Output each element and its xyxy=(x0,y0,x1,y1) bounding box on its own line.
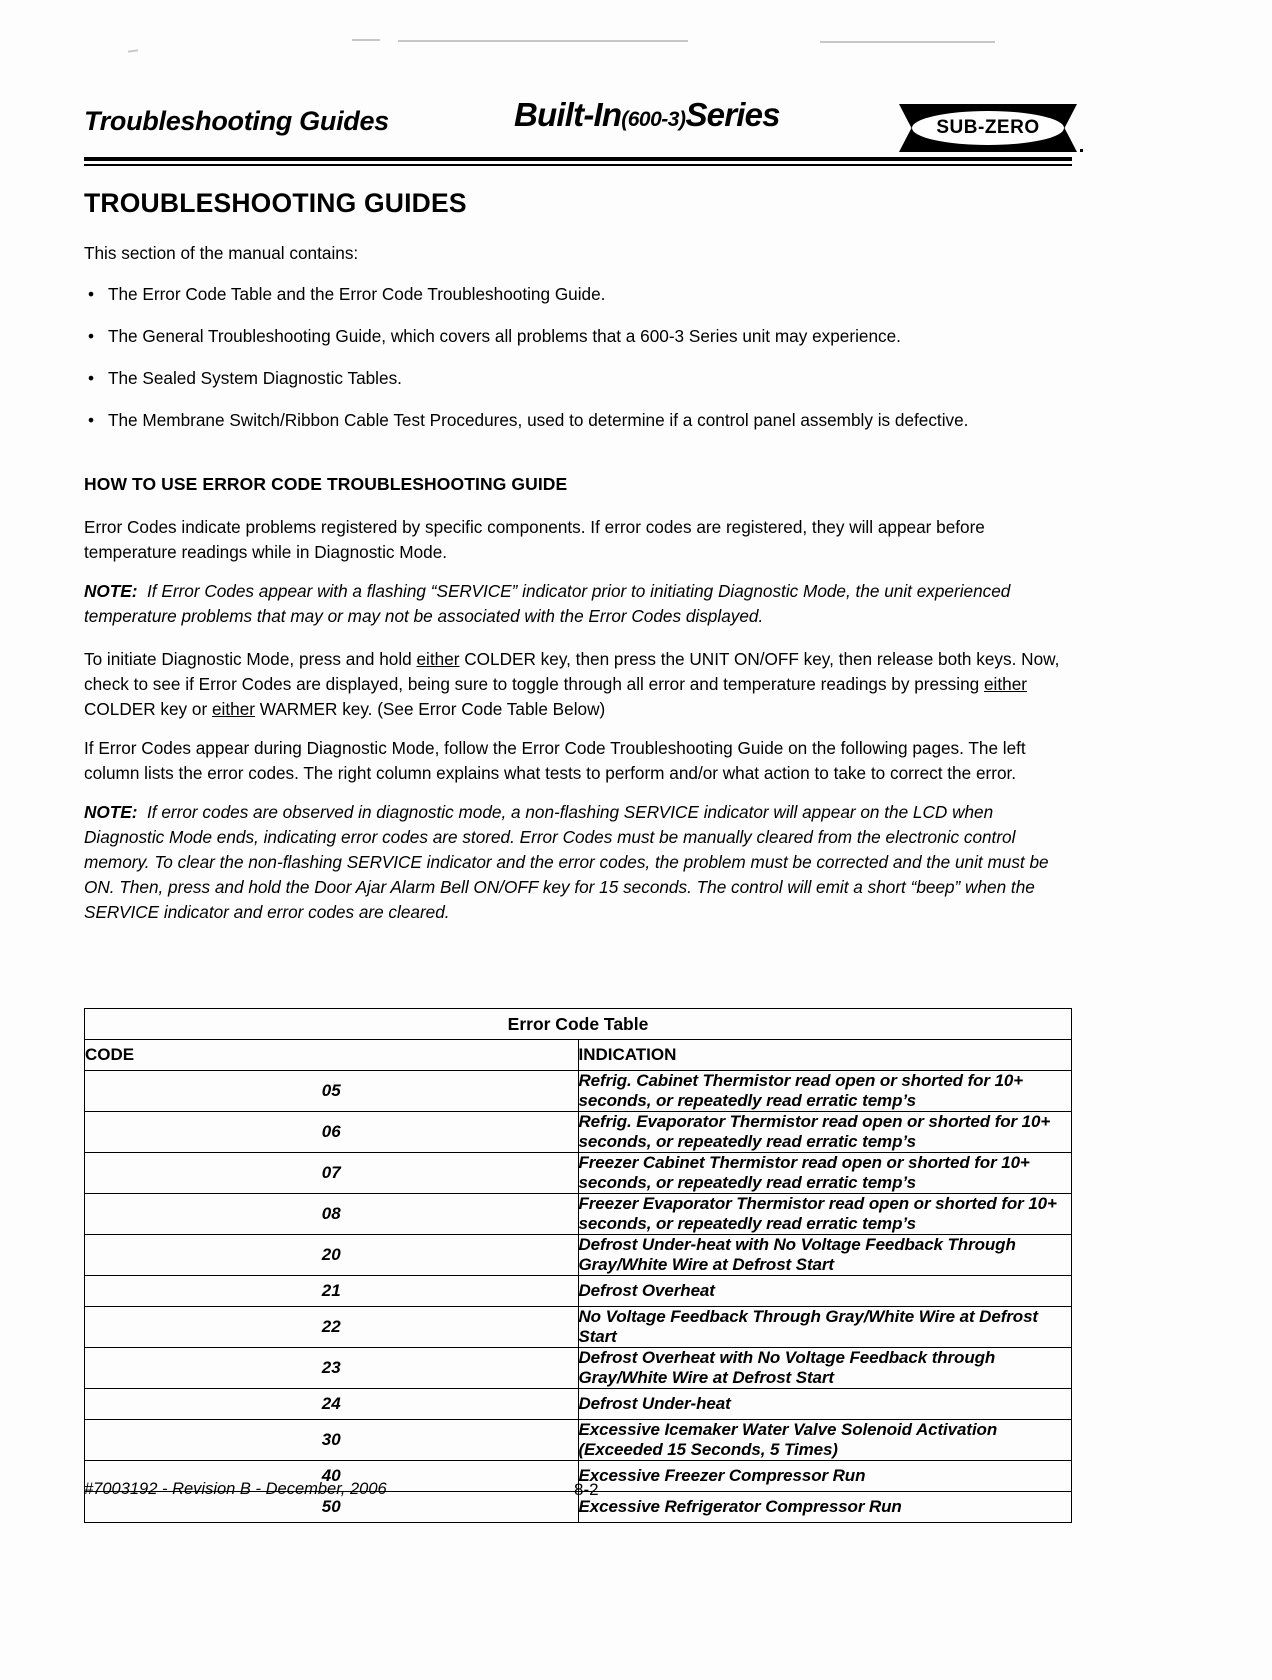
note-2-text: If error codes are observed in diagnostic mode, a non-flashing SERVICE indicator will appear on the LCD when Diagnostic Mode ends, indicating error codes are stored. Error Codes must be manually cleared from the electronic control memory. To clear the non-flashing SERVICE indicator and the error codes, the problem must be corrected and the unit must be ON. Then, press and hold the Door Ajar Alarm Bell ON/OFF key for 15 seconds. The control will emit a short “beep” when the SERVICE indicator and error codes are cleared. xyxy=(84,802,1049,922)
footer-document-id: #7003192 - Revision B - December, 2006 xyxy=(84,1480,387,1498)
table-row xyxy=(85,1348,1072,1389)
header-built-in: Built-In xyxy=(514,96,622,133)
header-rule-thick xyxy=(84,157,1072,161)
cell-code: 24 xyxy=(85,1389,579,1420)
header-left-title: Troubleshooting Guides xyxy=(84,106,389,136)
note-2-label: NOTE: xyxy=(84,802,138,822)
page-header xyxy=(84,96,1084,158)
cell-indication: Excessive Icemaker Water Valve Solenoid Activation (Exceeded 15 Seconds, 5 Times) xyxy=(578,1420,1072,1461)
table-title: Error Code Table xyxy=(85,1009,1072,1040)
error-code-table-wrapper xyxy=(84,1008,1072,1523)
howto-heading: HOW TO USE ERROR CODE TROUBLESHOOTING GUIDE xyxy=(84,474,568,494)
note-1-text: If Error Codes appear with a flashing “SERVICE” indicator prior to initiating Diagnostic Mode, the unit experienced temperature problems that may or may not be associated with the Error Codes displayed. xyxy=(84,581,1011,626)
cell-indication: Excessive Freezer Compressor Run xyxy=(578,1461,1072,1492)
page-content xyxy=(84,188,1074,943)
cell-indication: Refrig. Evaporator Thermistor read open or shorted for 10+ seconds, or repeatedly read erratic temp’s xyxy=(578,1112,1072,1153)
table-row xyxy=(85,1276,1072,1307)
contents-bullet-list xyxy=(84,282,1074,432)
list-item xyxy=(84,408,1074,432)
cell-indication: Defrost Under-heat with No Voltage Feedback Through Gray/White Wire at Defrost Start xyxy=(578,1235,1072,1276)
cell-code: 20 xyxy=(85,1235,579,1276)
logo-text: SUB-ZERO xyxy=(936,117,1040,138)
list-item-label: The Error Code Table and the Error Code Troubleshooting Guide. xyxy=(108,284,606,304)
list-item xyxy=(84,366,1074,390)
cell-indication: Defrost Overheat xyxy=(578,1276,1072,1307)
bullet-icon: • xyxy=(88,284,95,304)
howto-p2-underline-3: either xyxy=(211,699,255,719)
table-header-row xyxy=(85,1040,1072,1071)
table-row xyxy=(85,1307,1072,1348)
bullet-icon: • xyxy=(88,410,95,430)
bullet-icon: • xyxy=(88,326,95,346)
cell-code: 50 xyxy=(85,1492,579,1523)
howto-paragraph-1: Error Codes indicate problems registered by specific components. If error codes are registered, they will appear before temperature readings while in Diagnostic Mode. xyxy=(84,517,985,562)
table-row xyxy=(85,1235,1072,1276)
cell-indication: Freezer Cabinet Thermistor read open or shorted for 10+ seconds, or repeatedly read erratic temp’s xyxy=(578,1153,1072,1194)
page-footer xyxy=(84,1480,1072,1504)
scan-artifact xyxy=(820,41,995,43)
list-item-label: The General Troubleshooting Guide, which covers all problems that a 600-3 Series unit may experience. xyxy=(108,326,901,346)
list-item-label: The Membrane Switch/Ribbon Cable Test Procedures, used to determine if a control panel assembly is defective. xyxy=(108,410,969,430)
header-model: (600-3) xyxy=(621,108,686,131)
howto-p2-d: WARMER key. (See Error Code Table Below) xyxy=(254,699,606,719)
howto-paragraph-2 xyxy=(84,647,1074,722)
howto-p2-underline-1: either xyxy=(416,649,460,669)
howto-p2-underline-2: either xyxy=(983,674,1027,694)
column-header-indication: INDICATION xyxy=(578,1040,1072,1071)
cell-code: 06 xyxy=(85,1112,579,1153)
page-title: TROUBLESHOOTING GUIDES xyxy=(84,188,467,218)
error-code-table xyxy=(84,1008,1072,1523)
list-item-label: The Sealed System Diagnostic Tables. xyxy=(108,368,402,388)
table-row xyxy=(85,1194,1072,1235)
header-rule-thin xyxy=(84,164,1072,166)
howto-p2-b: COLDER key, then press the UNIT ON/OFF key, then release both keys. Now, check to see if Error Codes are displayed, being sure to toggle through all error and temperature readings by pressing xyxy=(84,649,1060,694)
cell-indication: Defrost Under-heat xyxy=(578,1389,1072,1420)
table-row xyxy=(85,1071,1072,1112)
note-1 xyxy=(84,579,1074,629)
header-product-title xyxy=(514,96,780,134)
table-row xyxy=(85,1420,1072,1461)
note-1-label: NOTE: xyxy=(84,581,138,601)
header-series: Series xyxy=(685,96,780,133)
column-header-code: CODE xyxy=(85,1040,579,1071)
list-item xyxy=(84,324,1074,348)
howto-p2-a: To initiate Diagnostic Mode, press and hold xyxy=(84,649,417,669)
cell-code: 40 xyxy=(85,1461,579,1492)
bullet-icon: • xyxy=(88,368,95,388)
cell-code: 05 xyxy=(85,1071,579,1112)
cell-code: 21 xyxy=(85,1276,579,1307)
scan-artifact xyxy=(352,39,380,41)
table-row xyxy=(85,1153,1072,1194)
cell-code: 08 xyxy=(85,1194,579,1235)
cell-code: 07 xyxy=(85,1153,579,1194)
note-2 xyxy=(84,800,1074,925)
cell-code: 22 xyxy=(85,1307,579,1348)
list-item xyxy=(84,282,1074,306)
sub-zero-logo xyxy=(899,104,1077,152)
scan-artifact xyxy=(398,40,688,42)
howto-p2-c: COLDER key or xyxy=(84,699,212,719)
intro-paragraph: This section of the manual contains: xyxy=(84,243,359,263)
cell-code: 30 xyxy=(85,1420,579,1461)
howto-paragraph-3: If Error Codes appear during Diagnostic Mode, follow the Error Code Troubleshooting Guide on the following pages. The left column lists the error codes. The right column explains what tests to perform and/or what action to take to correct the error. xyxy=(84,738,1026,783)
scan-artifact xyxy=(128,49,138,52)
cell-indication: No Voltage Feedback Through Gray/White Wire at Defrost Start xyxy=(578,1307,1072,1348)
cell-indication: Defrost Overheat with No Voltage Feedback through Gray/White Wire at Defrost Start xyxy=(578,1348,1072,1389)
table-row xyxy=(85,1389,1072,1420)
error-code-table-body xyxy=(85,1009,1072,1523)
footer-page-number: 8-2 xyxy=(574,1480,599,1499)
logo-registered-dot xyxy=(1080,149,1083,152)
cell-code: 23 xyxy=(85,1348,579,1389)
cell-indication: Refrig. Cabinet Thermistor read open or shorted for 10+ seconds, or repeatedly read erratic temp’s xyxy=(578,1071,1072,1112)
table-title-row xyxy=(85,1009,1072,1040)
cell-indication: Excessive Refrigerator Compressor Run xyxy=(578,1492,1072,1523)
table-row xyxy=(85,1112,1072,1153)
cell-indication: Freezer Evaporator Thermistor read open or shorted for 10+ seconds, or repeatedly read erratic temp’s xyxy=(578,1194,1072,1235)
